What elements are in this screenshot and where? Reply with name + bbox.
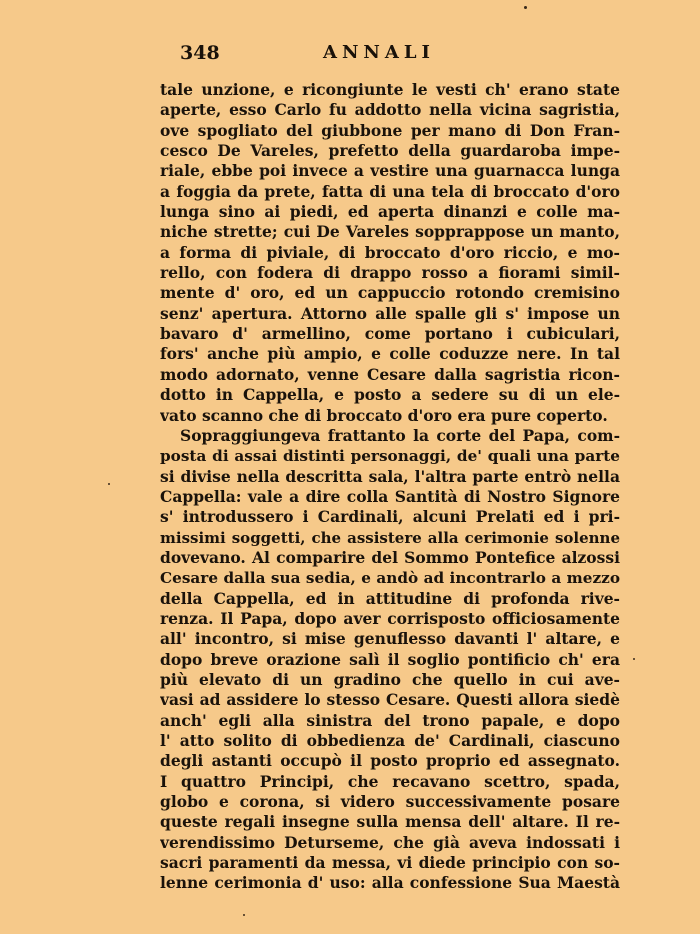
text-line: bavaro d' armellino, come portano i cubiculari, [160,324,620,344]
text-line: della Cappella, ed in attitudine di profonda rive- [160,588,620,608]
text-line: riale, ebbe poi invece a vestire una guarnacca lunga [160,161,620,181]
text-line: aperte, esso Carlo fu addotto nella vicina sagristia, [160,100,620,120]
text-line: sacri paramenti da messa, vi diede principio con so- [160,853,620,873]
text-line: tale unzione, e ricongiunte le vesti ch' erano state [160,80,620,99]
print-speck [243,914,245,916]
text-line: degli astanti occupò il posto proprio ed assegnato. [160,751,620,771]
text-line: I quattro Principi, che recavano scettro, spada, [160,771,620,791]
print-speck [108,483,110,485]
text-line: vato scanno che di broccato d'oro era pure coperto. [160,405,608,425]
text-line: a foggia da prete, fatta di una tela di broccato d'oro [160,181,620,201]
text-line: niche strette; cui De Vareles sopprappose un manto, [160,222,620,242]
text-line: posta di assai distinti personaggi, de' quali una parte [160,447,620,466]
text-line: dovevano. Al comparire del Sommo Pontefice alzossi [160,547,620,567]
text-line: si divise nella descritta sala, l'altra parte entrò nella [160,466,620,486]
text-line: dopo breve orazione salì il soglio pontificio ch' era [160,649,620,669]
text-line: Cesare dalla sua sedia, e andò ad incontrarlo a mezzo [160,569,620,588]
text-line: globo e corona, si videro successivamente posare [160,792,620,812]
text-line: all' incontro, si mise genuflesso davanti l' altare, e [160,629,620,649]
running-title: ANNALI [323,42,435,63]
text-line: l' atto solito di obbedienza de' Cardinali, ciascuno [160,731,620,750]
print-speck [633,658,635,660]
text-line: dotto in Cappella, e posto a sedere su di un ele- [160,385,620,405]
text-line: Sopraggiungeva frattanto la corte del Papa, com- [180,425,620,445]
text-line: modo adornato, venne Cesare dalla sagristia ricon- [160,364,620,384]
text-line: rello, con fodera di drappo rosso a fiorami simil- [160,263,620,283]
text-line: lunga sino ai piedi, ed aperta dinanzi e colle ma- [160,202,620,222]
text-line: missimi soggetti, che assistere alla cerimonie solenne [160,528,620,547]
text-line: a forma di piviale, di broccato d'oro riccio, e mo- [160,242,620,262]
text-line: fors' anche più ampio, e colle coduzze nere. In tal [160,344,620,364]
text-line: queste regali insegne sulla mensa dell' altare. Il re- [160,812,620,832]
text-line: cesco De Vareles, prefetto della guardaroba impe- [160,141,620,161]
text-line: ove spogliato del giubbone per mano di Don Fran- [160,120,620,140]
running-header [180,42,620,72]
text-line: lenne cerimonia d' uso: alla confessione Sua Maestà [160,873,620,893]
text-line: Cappella: vale a dire colla Santità di Nostro Signore [160,486,620,506]
text-line: s' introdussero i Cardinali, alcuni Prelati ed i pri- [160,507,620,527]
text-line: senz' apertura. Attorno alle spalle gli s' impose un [160,303,620,323]
print-speck [524,6,527,9]
text-line: mente d' oro, ed un cappuccio rotondo cremisino [160,283,620,303]
body-text [160,80,620,894]
page-number: 348 [180,42,220,64]
text-line: vasi ad assidere lo stesso Cesare. Questi allora siedè [160,690,620,710]
text-line: anch' egli alla sinistra del trono papale, e dopo [160,710,620,730]
text-line: verendissimo Deturseme, che già aveva indossati i [160,832,620,852]
text-line: più elevato di un gradino che quello in cui ave- [160,669,620,689]
text-line: renza. Il Papa, dopo aver corrisposto officiosamente [160,608,620,628]
